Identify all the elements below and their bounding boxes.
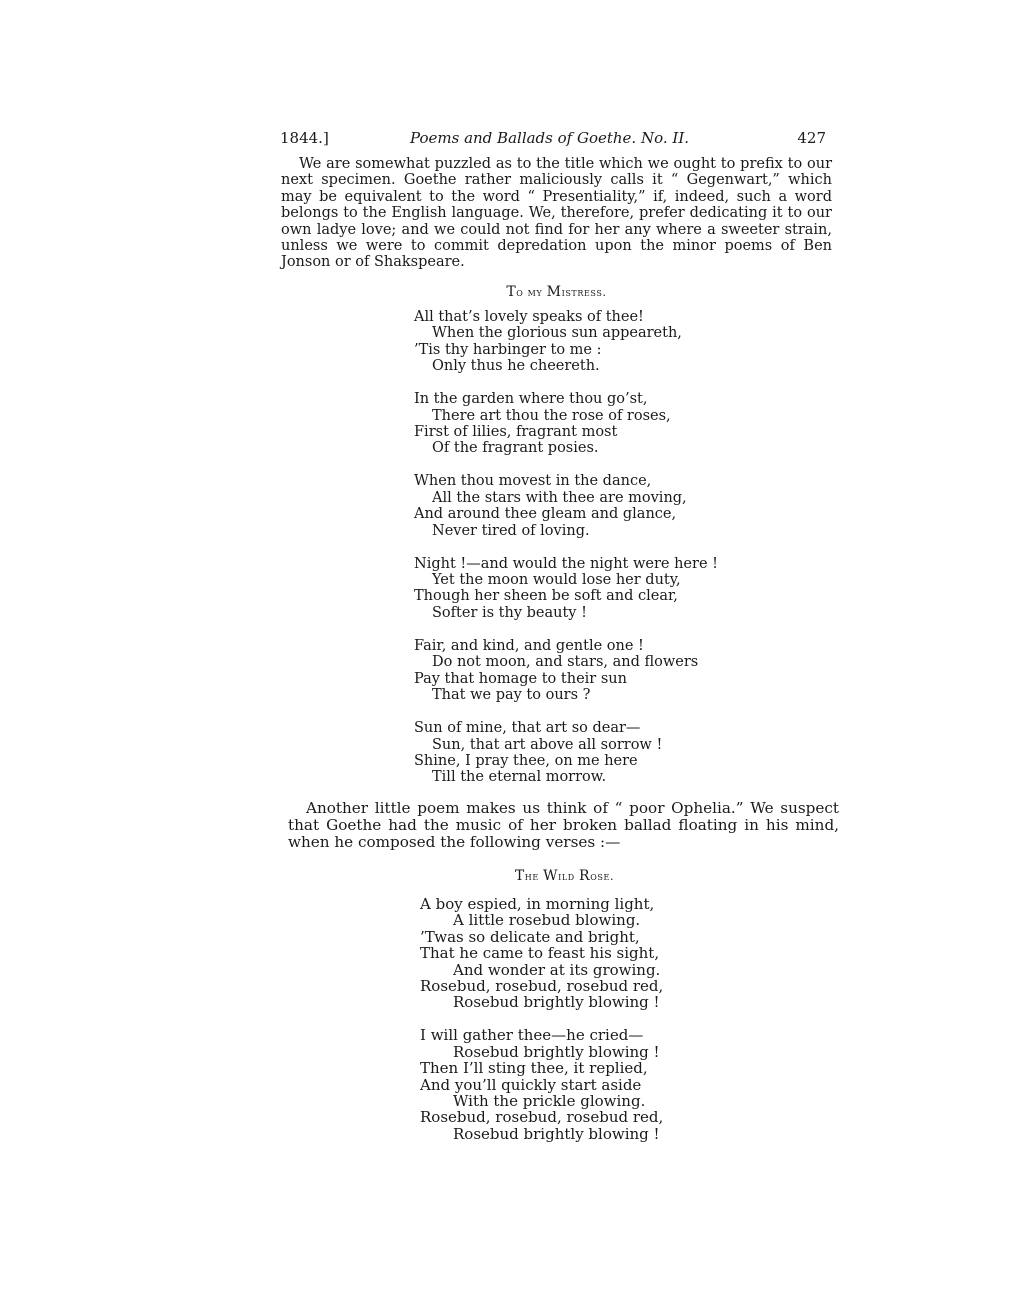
verse-line: ’Twas so delicate and bright, — [420, 927, 640, 946]
verse-line: With the prickle glowing. — [453, 1092, 646, 1111]
stanza — [414, 720, 718, 786]
stanza — [414, 391, 718, 457]
title-part: ose. — [590, 869, 615, 883]
verse-line: Shine, I pray thee, on me here — [414, 752, 638, 769]
verse-line: And around thee gleam and glance, — [414, 506, 677, 523]
title-part: he — [524, 869, 539, 883]
verse-line: Pay that homage to their sun — [414, 670, 627, 687]
header-year: 1844.] — [280, 129, 329, 147]
verse-line: First of lilies, fragrant most — [414, 424, 618, 441]
bridge-paragraph: Another little poem makes us think of “ poor Ophelia.” We suspect that Goethe had the music of her broken ballad floating in his mind, when he composed the following verses :— — [288, 799, 839, 851]
verse-line: Rosebud brightly blowing ! — [453, 1124, 660, 1143]
verse-line: In the garden where thou go’st, — [414, 391, 648, 408]
stanza — [420, 896, 663, 1011]
verse-line: Do not moon, and stars, and flowers — [432, 654, 699, 671]
poem-wild-rose — [420, 896, 663, 1159]
verse-line: And wonder at its growing. — [453, 960, 661, 979]
verse-line: And you’ll quickly start aside — [420, 1075, 642, 1094]
header-title: Poems and Ballads of Goethe. No. II. — [410, 129, 690, 147]
verse-line: Never tired of loving. — [432, 522, 590, 539]
verse-line: Fair, and kind, and gentle one ! — [414, 637, 644, 654]
verse-line: A boy espied, in morning light, — [420, 895, 655, 913]
poem-to-my-mistress — [414, 309, 718, 802]
page-number: 427 — [797, 129, 826, 147]
verse-line: There art thou the rose of roses, — [432, 407, 671, 424]
stanza — [414, 473, 718, 539]
verse-line: Night !—and would the night were here ! — [414, 555, 718, 572]
verse-line: When thou movest in the dance, — [414, 473, 652, 490]
verse-line: Though her sheen be soft and clear, — [414, 588, 678, 605]
poem-title-wild-rose — [60, 868, 1009, 884]
verse-line: Sun, that art above all sorrow ! — [432, 736, 663, 753]
title-initial: T — [506, 284, 517, 300]
title-part: ild — [558, 869, 575, 883]
title-initial: M — [546, 284, 562, 300]
verse-line: That we pay to ours ? — [432, 687, 591, 704]
title-part: istress. — [561, 285, 607, 299]
title-initial: W — [543, 868, 559, 884]
title-initial: R — [579, 868, 591, 884]
stanza — [414, 309, 718, 375]
verse-line: Only thus he cheereth. — [432, 358, 600, 375]
verse-line: All the stars with thee are moving, — [432, 489, 687, 506]
stanza — [414, 556, 718, 622]
verse-line: Sun of mine, that art so dear— — [414, 720, 641, 737]
verse-line: Rosebud, rosebud, rosebud red, — [420, 1108, 664, 1127]
verse-line: ’Tis thy harbinger to me : — [414, 341, 602, 358]
verse-line: All that’s lovely speaks of thee! — [414, 309, 644, 325]
verse-line: Yet the moon would lose her duty, — [432, 572, 681, 589]
verse-line: Then I’ll sting thee, it replied, — [420, 1059, 648, 1078]
title-part: o my — [516, 285, 543, 299]
verse-line: A little rosebud blowing. — [453, 911, 641, 930]
verse-line: When the glorious sun appeareth, — [432, 325, 682, 342]
title-initial: T — [514, 868, 525, 884]
verse-line: Rosebud, rosebud, rosebud red, — [420, 977, 664, 996]
verse-line: Till the eternal morrow. — [432, 769, 607, 786]
intro-paragraph: We are somewhat puzzled as to the title which we ought to prefix to our next specimen. Goethe rather maliciously calls it “ Gegenwart,” which may be equivalent to the word “ Presentiality,” if, indeed, such a word belongs to the English language. We, therefore, prefer dedicating it to our own ladye love; and we could not find for her any where a sweeter strain, unless we were to commit depredation upon the minor poems of Ben Jonson or of Shakspeare. — [281, 156, 832, 271]
verse-line: Rosebud brightly blowing ! — [453, 993, 660, 1012]
verse-line: Rosebud brightly blowing ! — [453, 1042, 660, 1061]
verse-line: I will gather thee—he cried— — [420, 1026, 644, 1045]
verse-line: Softer is thy beauty ! — [432, 604, 587, 621]
stanza — [420, 1027, 663, 1142]
stanza — [414, 638, 718, 704]
verse-line: Of the fragrant posies. — [432, 440, 599, 457]
poem-title-to-my-mistress — [52, 284, 1009, 300]
running-header — [280, 129, 832, 149]
verse-line: That he came to feast his sight, — [420, 944, 660, 963]
